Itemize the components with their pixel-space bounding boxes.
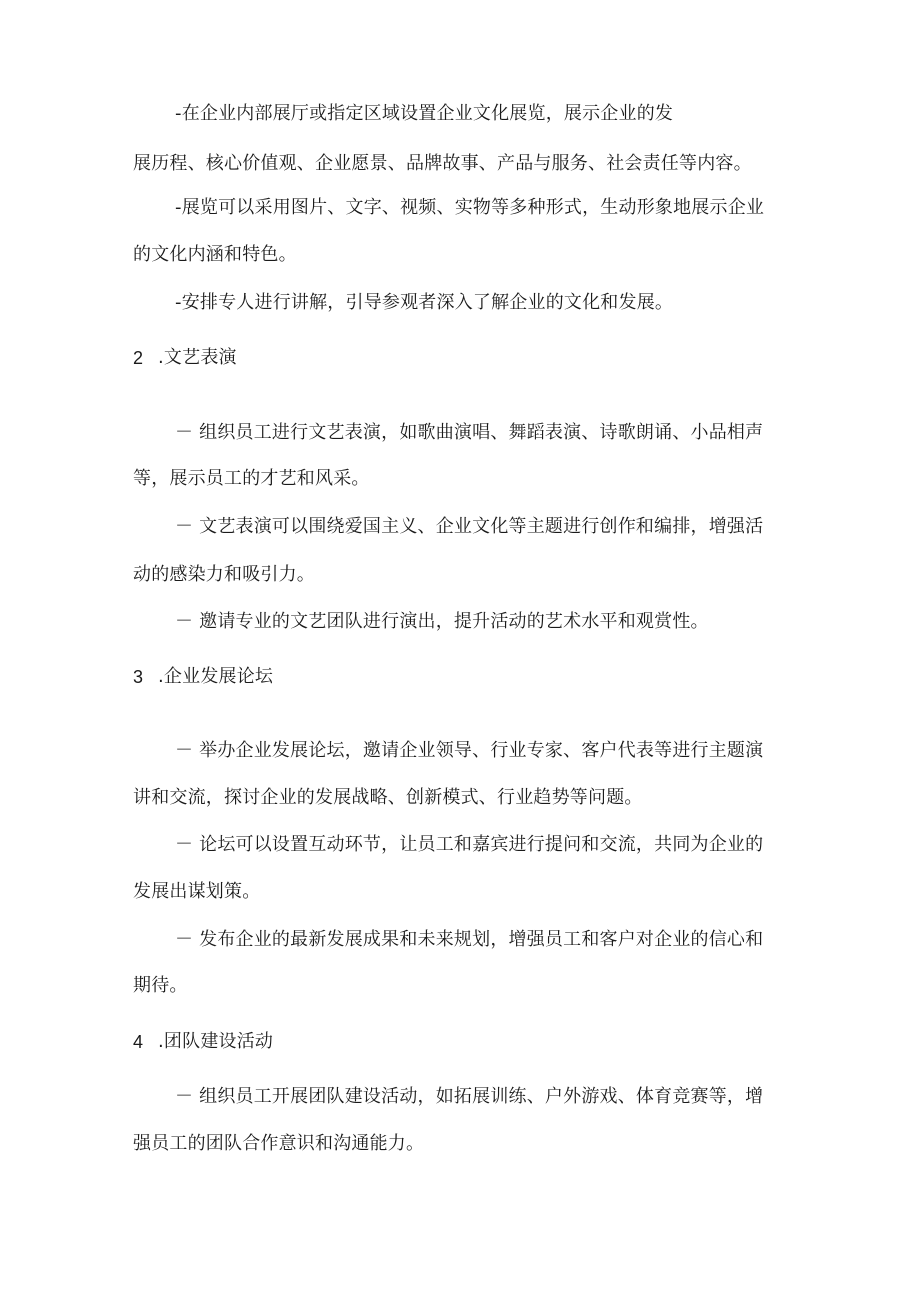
paragraph-line: － 文艺表演可以围绕爱国主义、企业文化等主题进行创作和编排，增强活 — [175, 516, 764, 537]
paragraph-line: 的文化内涵和特色。 — [133, 244, 297, 265]
section-number: 3 — [133, 667, 144, 687]
paragraph-line: － 邀请专业的文艺团队进行演出，提升活动的艺术水平和观赏性。 — [175, 611, 709, 632]
paragraph-line: 动的感染力和吸引力。 — [133, 564, 315, 585]
paragraph-line: 讲和交流，探讨企业的发展战略、创新模式、行业趋势等问题。 — [133, 787, 643, 808]
paragraph-line: － 发布企业的最新发展成果和未来规划，增强员工和客户对企业的信心和 — [175, 929, 764, 950]
paragraph-line: － 举办企业发展论坛，邀请企业领导、行业专家、客户代表等进行主题演 — [175, 740, 764, 761]
paragraph-line: -展览可以采用图片、文字、视频、实物等多种形式，生动形象地展示企业 — [175, 197, 765, 218]
paragraph-line: 强员工的团队合作意识和沟通能力。 — [133, 1133, 425, 1154]
paragraph-line: － 论坛可以设置互动环节，让员工和嘉宾进行提问和交流，共同为企业的 — [175, 834, 764, 855]
paragraph-line: 发展出谋划策。 — [133, 881, 261, 902]
section-title: .文艺表演 — [158, 347, 237, 368]
section-number: 4 — [133, 1032, 144, 1052]
paragraph-line: 等，展示员工的才艺和风采。 — [133, 468, 370, 489]
paragraph-line: 期待。 — [133, 975, 188, 996]
paragraph-line: -在企业内部展厅或指定区域设置企业文化展览，展示企业的发 — [175, 103, 674, 124]
section-title: .企业发展论坛 — [158, 666, 274, 687]
paragraph-line: － 组织员工进行文艺表演，如歌曲演唱、舞蹈表演、诗歌朗诵、小品相声 — [175, 422, 764, 443]
section-title: .团队建设活动 — [158, 1031, 274, 1052]
paragraph-line: － 组织员工开展团队建设活动，如拓展训练、户外游戏、体育竞赛等，增 — [175, 1086, 764, 1107]
paragraph-line: 展历程、核心价值观、企业愿景、品牌故事、产品与服务、社会责任等内容。 — [133, 153, 752, 174]
paragraph-line: -安排专人进行讲解，引导参观者深入了解企业的文化和发展。 — [175, 292, 674, 313]
section-number: 2 — [133, 348, 144, 368]
